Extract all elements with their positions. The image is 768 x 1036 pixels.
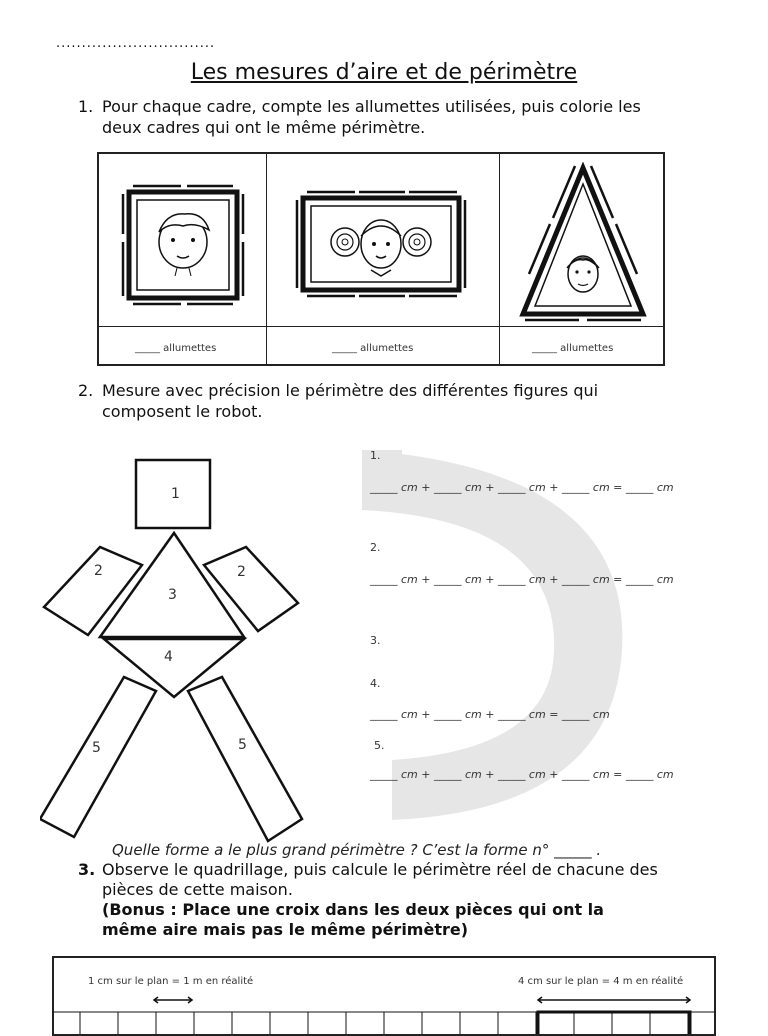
answer-4-equation: _____ cm + _____ cm + _____ cm = _____ cm	[370, 708, 610, 721]
panel-divider	[99, 326, 663, 327]
answer-2-equation: _____ cm + _____ cm + _____ cm + _____ cm = _____ cm	[370, 573, 674, 586]
matchstick-frames-panel	[97, 152, 665, 366]
triangle-frame-illustration	[517, 162, 649, 322]
answer-4-number: 4.	[370, 677, 381, 690]
question-3-text-line1: Observe le quadrillage, puis calcule le périmètre réel de chacune des	[102, 860, 658, 879]
question-3-text-line2: pièces de cette maison.	[102, 880, 293, 899]
robot-label-torso: 3	[168, 587, 177, 603]
page-title: Les mesures d’aire et de périmètre	[190, 60, 578, 85]
frame-1-answer-label: _____ allumettes	[135, 343, 217, 354]
largest-perimeter-question: Quelle forme a le plus grand périmètre ? C’est la forme n° _____ .	[112, 841, 602, 859]
question-2-text-line1: Mesure avec précision le périmètre des différentes figures qui	[102, 381, 599, 400]
question-2-number: 2.	[78, 381, 94, 400]
answer-5-equation: _____ cm + _____ cm + _____ cm + _____ cm = _____ cm	[370, 768, 674, 781]
panel-divider	[499, 154, 500, 364]
answer-1-equation: _____ cm + _____ cm + _____ cm + _____ cm = _____ cm	[370, 481, 674, 494]
robot-label-leg-right: 5	[238, 737, 247, 753]
answer-2-number: 2.	[370, 541, 381, 554]
robot-figure	[40, 455, 310, 845]
robot-left-leg	[40, 677, 156, 837]
question-2-text-line2: composent le robot.	[102, 402, 263, 421]
name-line: ...............................	[56, 36, 216, 51]
question-3-number: 3.	[78, 860, 96, 879]
answer-5-number: 5.	[374, 739, 385, 752]
scale-right-label: 4 cm sur le plan = 4 m en réalité	[518, 976, 684, 987]
question-1	[78, 96, 758, 140]
house-plan	[52, 956, 716, 1036]
robot-label-leg-left: 5	[92, 740, 101, 756]
panel-divider	[266, 154, 267, 364]
robot-label-arm-right: 2	[237, 564, 246, 580]
question-1-number: 1.	[78, 97, 94, 116]
frame-3-answer-label: _____ allumettes	[532, 343, 614, 354]
scale-left-label: 1 cm sur le plan = 1 m en réalité	[88, 976, 254, 987]
robot-label-head: 1	[171, 486, 180, 502]
answer-3-number: 3.	[370, 634, 381, 647]
question-2	[78, 380, 758, 424]
frame-2-answer-label: _____ allumettes	[332, 343, 414, 354]
robot-label-hips: 4	[164, 649, 173, 665]
question-1-text-line2: deux cadres qui ont le même périmètre.	[102, 118, 426, 137]
robot-label-arm-left: 2	[94, 563, 103, 579]
plan-grid	[54, 994, 714, 1034]
robot-right-leg	[188, 677, 302, 841]
bonus-line2: même aire mais pas le même périmètre)	[102, 920, 469, 939]
bonus-line1: (Bonus : Place une croix dans les deux pièces qui ont la	[102, 900, 604, 919]
answer-1-number: 1.	[370, 449, 381, 462]
rectangle-frame-illustration	[295, 190, 467, 298]
question-1-text-line1: Pour chaque cadre, compte les allumettes utilisées, puis colorie les	[102, 97, 641, 116]
square-frame-illustration	[121, 184, 245, 306]
